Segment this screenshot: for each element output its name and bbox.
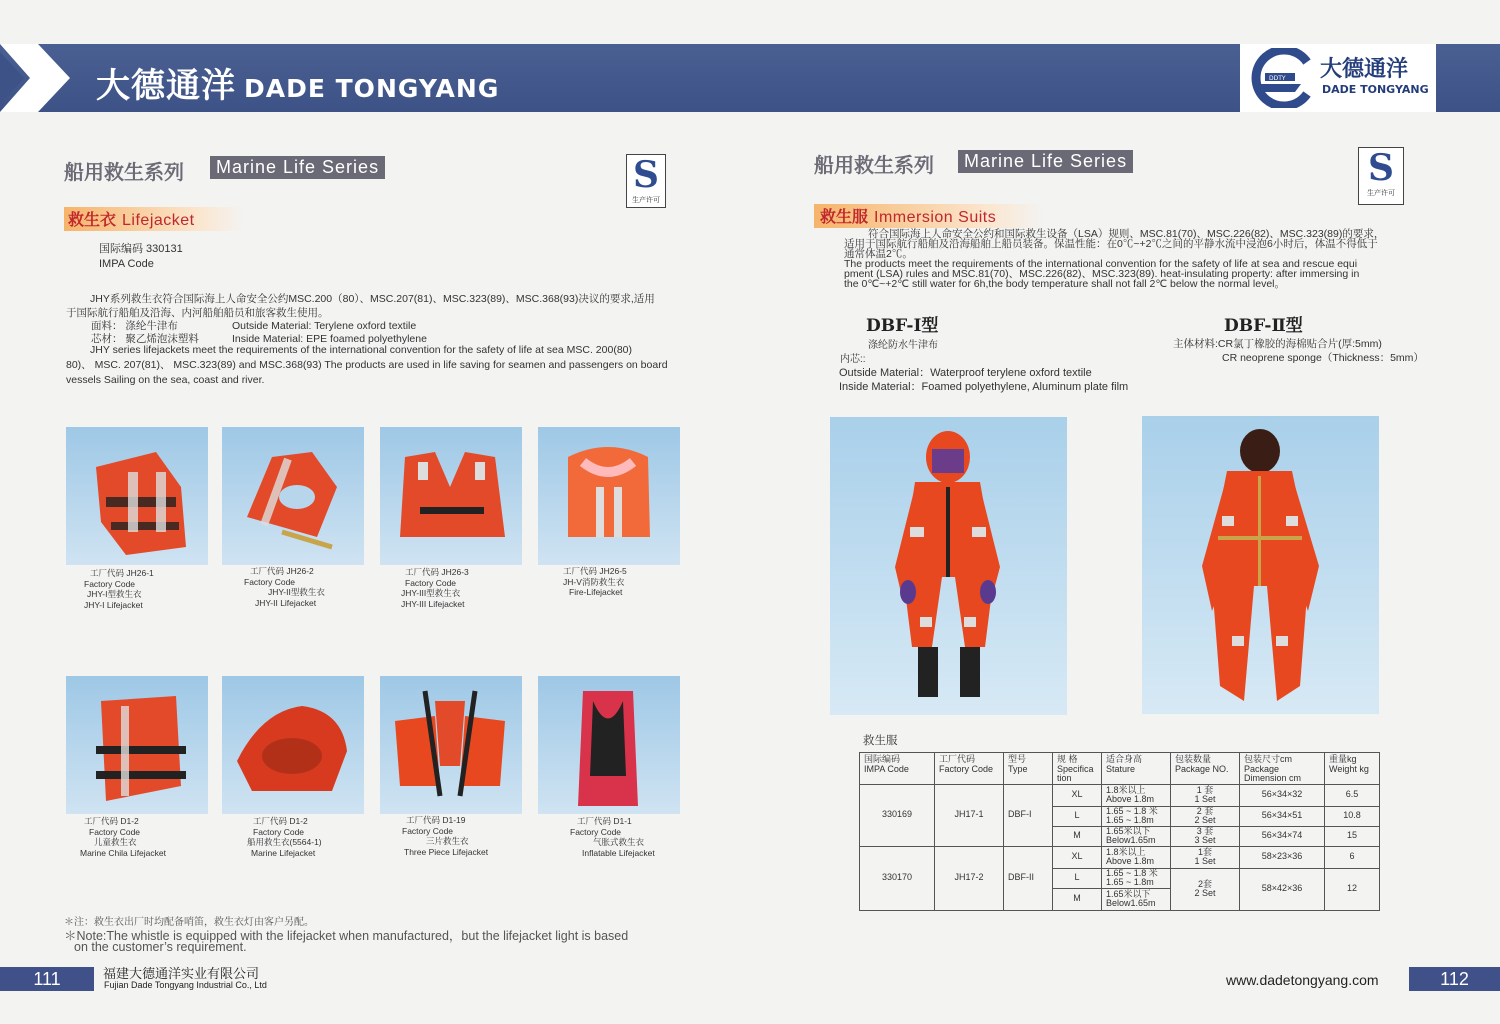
package-en: 2 Set [1194,888,1216,898]
table-header-cell [1171,753,1240,785]
stature-cn: 1.65 ~ 1.8 米 [1106,867,1158,878]
table-header-cell [935,753,1004,785]
package-en: 1 Set [1194,794,1216,804]
stature-en: Below1.65m [1106,835,1156,845]
caption-code: 工厂代码 JH26-2 [250,566,314,576]
caption-cn: JHY-III型救生衣 [401,588,461,598]
lifejacket-desc-cn-1: JHY系列救生衣符合国际海上人命安全公约MSC.200（80）、MSC.207(81)、MSC.323(89)、MSC.368(93)决议的要求,适用 [90,293,655,305]
product-caption-d1-1 [570,816,655,858]
company-logo-icon [1247,48,1313,108]
caption-cn: 三片救生衣 [426,836,469,846]
caption-cn: JH-V消防救生衣 [563,576,625,587]
table-cell-type: DBF-I [1004,784,1053,846]
stature-en: 1.65 ~ 1.8m [1106,877,1154,887]
impa-code-label-en: IMPA Code [99,258,154,270]
model-dbf-1-line-2: 内芯:: [840,354,866,365]
product-caption-jh26-2 [244,566,325,608]
caption-cn: JHY-II型救生衣 [268,587,325,597]
header-cn: 国际编码 [864,754,901,764]
table-cell-stature [1102,868,1171,888]
caption-factory: Factory Code [244,576,296,587]
model-dbf-1-line-4: Inside Material：Foamed polyethylene, Aluminum plate film [839,381,1129,393]
brand-title [96,58,499,107]
header-en: Weight kg [1329,763,1369,774]
package-cn: 1套 [1197,846,1212,857]
caption-factory: Factory Code [570,826,622,837]
product-caption-d1-19 [402,815,489,857]
table-cell-dimension: 58×23×36 [1240,846,1325,868]
product-caption-d1-2-child [80,816,166,858]
lifejacket-desc-en-2: 80)、 MSC. 207(81)、 MSC.323(89) and MSC.368(93) The products are used in life saving for seamen and passengers on board [66,359,668,371]
header-cn: 规 格 [1057,754,1078,764]
suit-desc-cn-1: 符合国际海上人命安全公约和国际救生设备（LSA）规则、MSC.81(70)、MSC.226(82)、MSC.323(89)的要求， [868,228,1385,240]
page-number-right: 112 [1409,967,1500,991]
table-caption: 救生服 [863,735,898,747]
package-en: 3 Set [1194,835,1216,845]
logo-text-en: DADE TONGYANG [1322,83,1429,96]
stature-cn: 1.8米以上 [1106,784,1146,795]
table-header-cell [1004,753,1053,785]
logo-text-cn: 大德通洋 [1320,57,1409,82]
product-photo-d1-2-marine [222,676,364,814]
caption-factory: Factory Code [402,825,454,836]
table-cell-spec: M [1053,826,1102,846]
material-cn-2: 芯材： 聚乙烯泡沫塑料 [91,333,199,345]
note-cn: ＊注：救生衣出厂时均配备哨笛，救生衣灯由客户另配。 [64,917,314,928]
model-dbf-2-line-2: CR neoprene sponge（Thickness：5mm） [1222,352,1424,364]
table-cell-dimension: 56×34×51 [1240,806,1325,826]
website-link[interactable]: www.dadetongyang.com [1226,972,1379,988]
caption-factory: Factory Code [89,826,141,837]
header-cn: 包装数量 [1175,754,1212,764]
table-cell-type: DBF-II [1004,846,1053,910]
table-header-cell [1102,753,1171,785]
header-en: IMPA Code [864,763,909,774]
table-header-cell [860,753,935,785]
table-cell-spec: L [1053,868,1102,888]
material-en-2: Inside Material: EPE foamed polyethylene [232,333,427,345]
table-header-cell [1325,753,1380,785]
page-number-left: 111 [0,967,94,991]
brand-title-en: DADE TONGYANG [244,74,500,103]
caption-code: 工厂代码 D1-19 [406,815,466,825]
header-cn: 适合身高 [1106,754,1143,764]
product-photo-jh26-5 [538,427,680,565]
impa-code-label: 国际编码 330131 [99,243,183,255]
caption-en: Fire-Lifejacket [569,587,623,597]
caption-en: JHY-I Lifejacket [84,599,143,610]
caption-code: 工厂代码 JH26-1 [90,568,154,578]
product-caption-jh26-5 [563,566,627,598]
caption-code: 工厂代码 JH26-5 [563,566,627,576]
table-cell-dimension: 56×34×74 [1240,826,1325,846]
company-name-cn: 福建大德通洋实业有限公司 [103,967,260,982]
suit-desc-cn-3: 通常体温2℃。 [844,248,913,260]
table-cell-stature [1102,826,1171,846]
header-en: Package Dimension cm [1244,763,1302,783]
header-cn: 包装尺寸cm [1244,754,1292,764]
note-en-1: ＊Note:The whistle is equipped with the lifejacket when manufactured，but the lifejacket light is based [64,929,629,943]
header-en: Factory Code [939,763,994,774]
qs-certification-mark: S 生产许可 [1358,147,1404,205]
table-cell-package [1171,846,1240,868]
qs-mark-text: 生产许可 [1367,189,1395,197]
table-cell-package [1171,868,1240,910]
caption-en: JHY-II Lifejacket [255,597,317,608]
lifejacket-heading-cn: 救生衣 [68,210,117,229]
table-cell-weight: 10.8 [1325,806,1380,826]
header-en: Specifica tion [1057,763,1094,783]
table-cell-spec: M [1053,888,1102,910]
table-cell-stature [1102,784,1171,806]
left-series-title-cn: 船用救生系列 [64,160,184,184]
caption-code: 工厂代码 D1-1 [577,816,632,826]
table-cell-weight: 6 [1325,846,1380,868]
caption-en: Marine Lifejacket [251,847,316,858]
caption-factory: Factory Code [405,577,457,588]
caption-en: Marine Chila Lifejacket [80,847,166,858]
product-caption-jh26-3 [401,567,469,609]
stature-en: 1.65 ~ 1.8m [1106,815,1154,825]
package-cn: 2 套 [1196,805,1214,816]
table-cell-package [1171,784,1240,806]
product-photo-d1-1 [538,676,680,814]
immersion-suits-heading [814,204,1044,228]
suit-desc-en-3: the 0℃~+2℃ still water for 6h,the body temperature shall not fall 2℃ below the normal level。 [844,278,1286,290]
qs-mark-text: 生产许可 [632,196,660,204]
header-cn: 工厂代码 [939,754,976,764]
immersion-heading-en: Immersion Suits [874,209,997,226]
table-row [860,846,1380,868]
company-name-en: Fujian Dade Tongyang Industrial Co., Ltd [104,980,267,990]
table-cell-dimension: 58×42×36 [1240,868,1325,910]
chevron-icon [0,44,70,112]
immersion-suit-spec-table [859,752,1380,911]
product-photo-jh26-3 [380,427,522,565]
table-cell-spec: L [1053,806,1102,826]
caption-cn: JHY-I型救生衣 [87,589,142,599]
table-cell-factory: JH17-1 [935,784,1004,846]
note-en-2: on the customer’s requirement. [74,940,247,954]
table-cell-stature [1102,806,1171,826]
immersion-suit-dbf-2-photo [1142,416,1379,714]
stature-cn: 1.8米以上 [1106,846,1146,857]
stature-en: Below1.65m [1106,898,1156,908]
stature-en: Above 1.8m [1106,794,1155,804]
table-cell-factory: JH17-2 [935,846,1004,910]
product-caption-d1-2-marine [247,816,322,858]
table-cell-impa: 330169 [860,784,935,846]
caption-cn: 气胀式救生衣 [593,837,645,847]
caption-en: JHY-III Lifejacket [401,598,465,609]
model-dbf-2-title: DBF-Ⅱ型 [1224,316,1303,336]
left-series-title-en: Marine Life Series [210,156,385,179]
table-row [860,784,1380,806]
header-en: Type [1008,763,1028,774]
logo-mark-text: DDTY [1269,75,1286,82]
product-photo-d1-19 [380,676,522,814]
caption-code: 工厂代码 JH26-3 [405,567,469,577]
suit-desc-en-2: pment (LSA) rules and MSC.81(70)、MSC.226(82)、MSC.323(89). heat-insulating property: after immersing in [844,268,1360,280]
table-cell-spec: XL [1053,846,1102,868]
lifejacket-heading [64,207,244,231]
material-cn-1: 面料： 涤纶牛津布 [91,320,178,332]
table-cell-weight: 6.5 [1325,784,1380,806]
model-dbf-1-line-1: 涤纶防水牛津布 [868,340,938,351]
suit-desc-cn-2: 适用于国际航行船舶及沿海船舶上船员装备。保温性能：在0℃~+2℃之间的平静水流中浸泡6小时后，体温不得低于 [844,238,1378,250]
right-series-title-cn: 船用救生系列 [814,153,934,177]
caption-factory: Factory Code [253,826,305,837]
caption-code: 工厂代码 D1-2 [253,816,308,826]
caption-en: Inflatable Lifejacket [582,847,655,858]
header-en: Package NO. [1175,763,1229,774]
package-cn: 3 套 [1196,825,1214,836]
caption-cn: 船用救生衣(5564-1) [247,837,322,847]
header-en: Stature [1106,763,1136,774]
stature-cn: 1.65 ~ 1.8 米 [1106,805,1158,816]
model-dbf-1-line-3: Outside Material：Waterproof terylene oxford textile [839,367,1092,379]
stature-en: Above 1.8m [1106,856,1155,866]
material-en-1: Outside Material: Terylene oxford textile [232,320,417,332]
lifejacket-desc-cn-2: 于国际航行船舶及沿海、内河船舶船员和旅客救生使用。 [66,307,329,319]
qs-certification-mark: S 生产许可 [626,154,666,208]
model-dbf-2-line-1: 主体材料:CR氯丁橡胶的海棉贴合片(厚:5mm) [1173,338,1382,350]
stature-cn: 1.65米以下 [1106,888,1151,899]
product-photo-jh26-1 [66,427,208,565]
product-photo-jh26-2 [222,427,364,565]
product-caption-jh26-1 [84,568,154,610]
table-header-cell [1240,753,1325,785]
suit-desc-en-1: The products meet the requirements of the international convention for the safety of life at sea and rescue equi [844,258,1358,270]
package-cn: 1 套 [1196,784,1214,795]
immersion-suit-dbf-1-photo [830,417,1067,715]
lifejacket-desc-en-1: JHY series lifejackets meet the requirements of the international convention for the safety of life at sea MSC. 200(80) [90,344,633,356]
header-cn: 型号 [1008,754,1027,764]
table-header-row [860,753,1380,785]
table-cell-spec: XL [1053,784,1102,806]
stature-cn: 1.65米以下 [1106,825,1151,836]
table-cell-package [1171,806,1240,826]
package-cn: 2套 [1197,878,1212,889]
package-en: 2 Set [1194,815,1216,825]
table-cell-impa: 330170 [860,846,935,910]
table-cell-stature [1102,846,1171,868]
header-cn: 重量kg [1329,754,1357,764]
caption-factory: Factory Code [84,578,136,589]
lifejacket-heading-en: Lifejacket [122,212,195,229]
table-cell-stature [1102,888,1171,910]
lifejacket-desc-en-3: vessels Sailing on the sea, coast and river. [66,374,265,386]
immersion-heading-cn: 救生服 [820,207,869,226]
table-cell-weight: 15 [1325,826,1380,846]
brand-title-cn: 大德通洋 [96,66,236,106]
caption-en: Three Piece Lifejacket [404,846,489,857]
caption-cn: 儿童救生衣 [94,837,137,847]
table-cell-weight: 12 [1325,868,1380,910]
table-cell-package [1171,826,1240,846]
table-cell-dimension: 56×34×32 [1240,784,1325,806]
package-en: 1 Set [1194,856,1216,866]
right-series-title-en: Marine Life Series [958,150,1133,173]
product-photo-d1-2-child [66,676,208,814]
model-dbf-1-title: DBF-Ⅰ型 [866,316,939,336]
caption-code: 工厂代码 D1-2 [84,816,139,826]
table-header-cell [1053,753,1102,785]
